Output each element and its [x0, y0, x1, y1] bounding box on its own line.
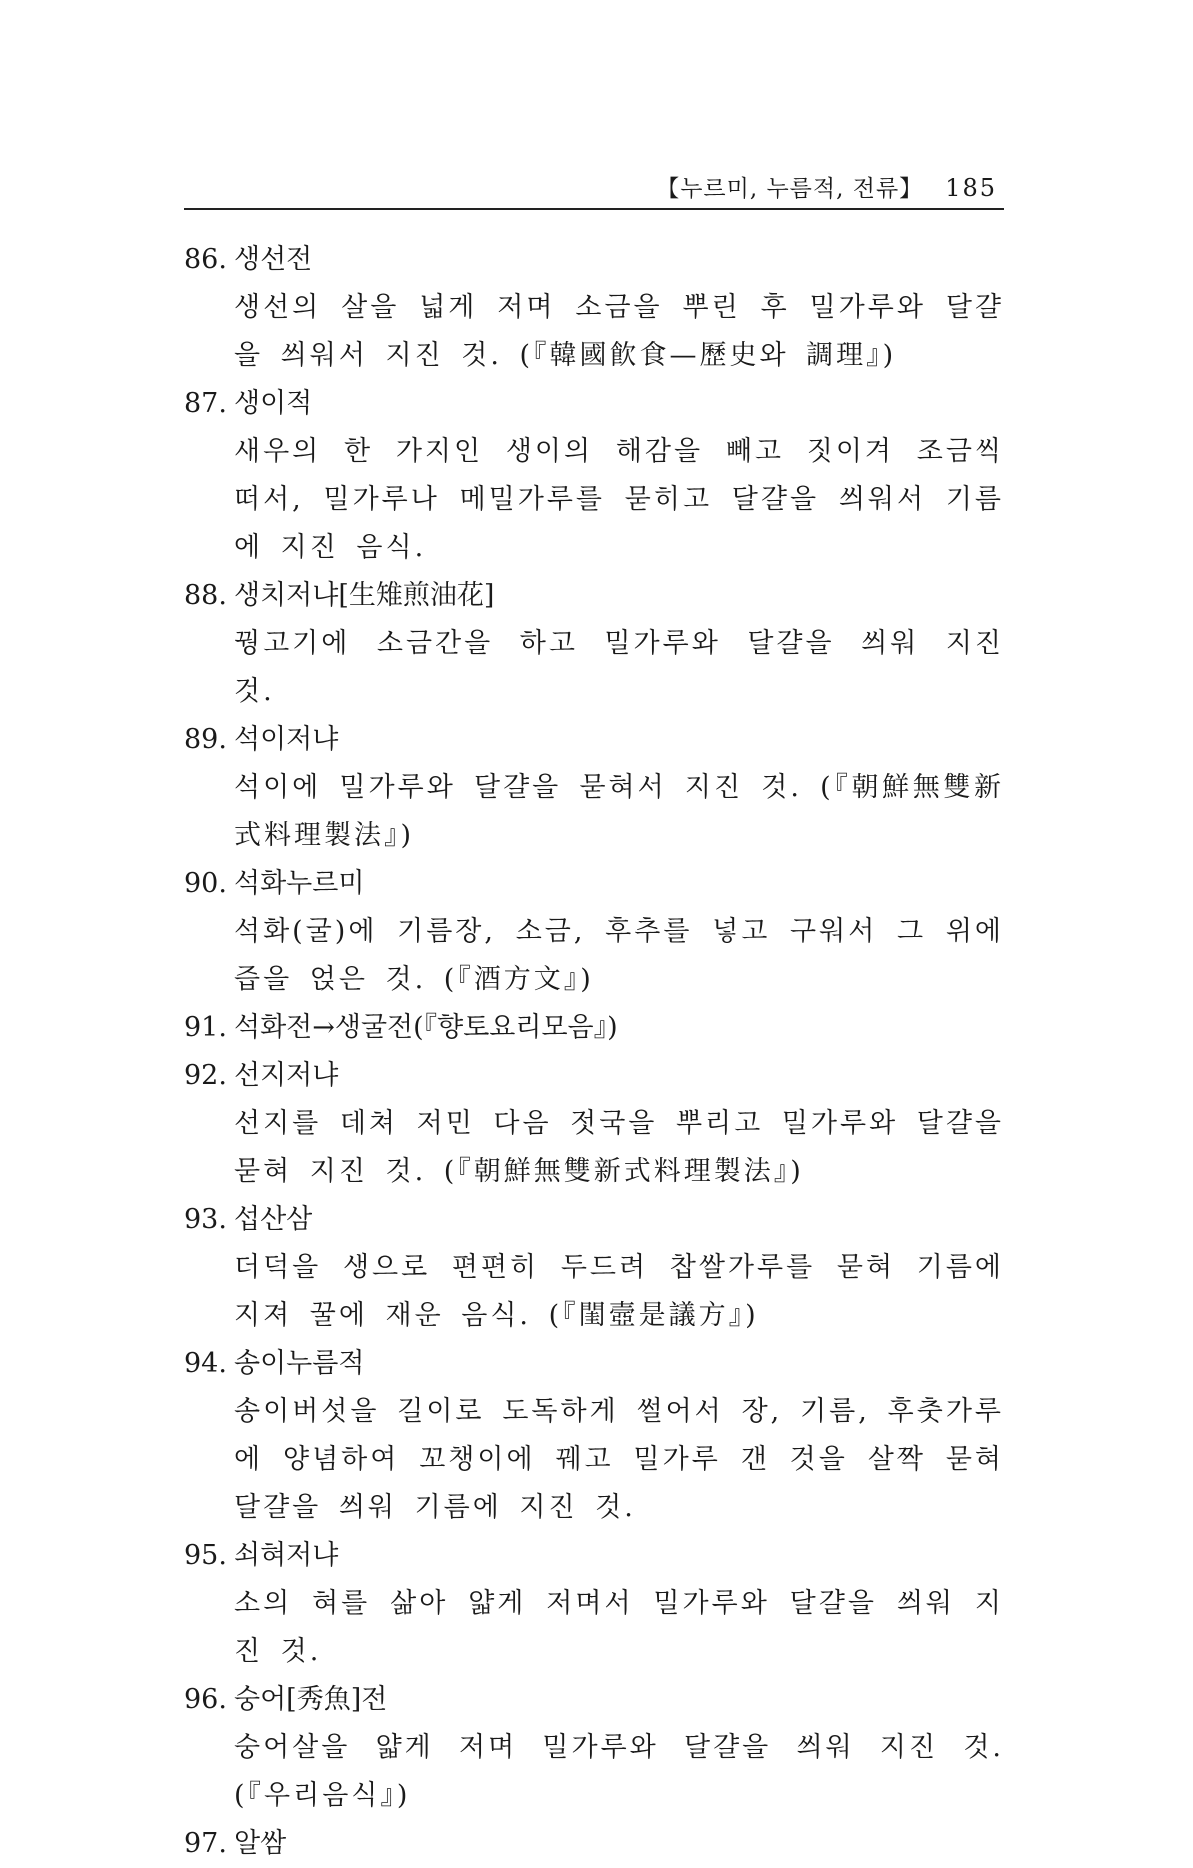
- entry-93: [184, 1196, 1004, 1340]
- entry-97: [184, 1820, 1004, 1868]
- entry-number: 87.: [184, 388, 227, 419]
- entry-89: [184, 716, 1004, 860]
- entry-title: 선지저냐: [234, 1060, 339, 1091]
- entry-number: 91.: [184, 1012, 227, 1043]
- entry-number: 93.: [184, 1204, 227, 1235]
- entry-body: 석이에 밀가루와 달걀을 묻혀서 지진 것. (『朝鮮無雙新式料理製法』): [234, 772, 1004, 851]
- entry-title: 알쌈: [234, 1828, 287, 1859]
- entry-86: [184, 236, 1004, 380]
- entry-heading: [184, 1532, 1004, 1580]
- entry-96: [184, 1676, 1004, 1820]
- entry-90: [184, 860, 1004, 1004]
- entry-91: [184, 1004, 1004, 1052]
- entry-heading: [184, 236, 1004, 284]
- entry-number: 88.: [184, 580, 227, 611]
- entry-heading: [184, 1820, 1004, 1868]
- entry-title: 생선전: [234, 244, 313, 275]
- entry-heading: [184, 380, 1004, 428]
- entry-body: 선지를 데쳐 저민 다음 젓국을 뿌리고 밀가루와 달걀을 묻혀 지진 것. (『朝鮮無雙新式料理製法』): [234, 1108, 1004, 1187]
- entry-title: 석이저냐: [234, 724, 339, 755]
- page-number: 185: [945, 174, 997, 202]
- entry-body: 소의 혀를 삶아 얇게 저며서 밀가루와 달걀을 씌워 지진 것.: [234, 1588, 1004, 1667]
- entry-number: 90.: [184, 868, 227, 899]
- entry-heading: [184, 1052, 1004, 1100]
- entry-title: 생이적: [234, 388, 313, 419]
- entry-88: [184, 572, 1004, 716]
- header-rule: [184, 208, 1004, 210]
- entry-87: [184, 380, 1004, 572]
- entry-title: 쇠혀저냐: [234, 1540, 339, 1571]
- entry-body: 새우의 한 가지인 생이의 해감을 빼고 짓이겨 조금씩 떠서, 밀가루나 메밀가루를 묻히고 달걀을 씌워서 기름에 지진 음식.: [234, 436, 1004, 563]
- entry-body: 꿩고기에 소금간을 하고 밀가루와 달걀을 씌워 지진 것.: [234, 628, 1004, 707]
- entry-heading: [184, 1676, 1004, 1724]
- entry-body: 생선의 살을 넓게 저며 소금을 뿌린 후 밀가루와 달걀을 씌워서 지진 것. (『韓國飮食—歷史와 調理』): [234, 292, 1004, 371]
- entry-body: 숭어살을 얇게 저며 밀가루와 달걀을 씌워 지진 것. (『우리음식』): [234, 1732, 1004, 1811]
- entry-95: [184, 1532, 1004, 1676]
- running-title: 【누르미, 누름적, 전류】: [656, 176, 924, 202]
- entry-title: 섭산삼: [234, 1204, 313, 1235]
- entry-number: 96.: [184, 1684, 227, 1715]
- entry-94: [184, 1340, 1004, 1532]
- running-header: [656, 170, 997, 203]
- entry-title: 석화누르미: [234, 868, 365, 899]
- entry-number: 86.: [184, 244, 227, 275]
- entry-body: 석화(굴)에 기름장, 소금, 후추를 넣고 구워서 그 위에 즙을 얹은 것. (『酒方文』): [234, 916, 1004, 995]
- entry-heading: [184, 572, 1004, 620]
- entry-heading: [184, 1196, 1004, 1244]
- entry-number: 94.: [184, 1348, 227, 1379]
- entry-heading: [184, 1004, 1004, 1052]
- entry-number: 89.: [184, 724, 227, 755]
- entry-body: 송이버섯을 길이로 도독하게 썰어서 장, 기름, 후춧가루에 양념하여 꼬챙이에 꿰고 밀가루 갠 것을 살짝 묻혀 달걀을 씌워 기름에 지진 것.: [234, 1396, 1004, 1523]
- entry-body: 더덕을 생으로 편편히 두드려 찹쌀가루를 묻혀 기름에 지져 꿀에 재운 음식. (『閨壼是議方』): [234, 1252, 1004, 1331]
- entry-number: 95.: [184, 1540, 227, 1571]
- entry-title: 송이누름적: [234, 1348, 365, 1379]
- entry-heading: [184, 1340, 1004, 1388]
- entry-92: [184, 1052, 1004, 1196]
- entry-title: 생치저냐[生雉煎油花]: [234, 580, 495, 611]
- entry-number: 92.: [184, 1060, 227, 1091]
- entry-heading: [184, 716, 1004, 764]
- entry-heading: [184, 860, 1004, 908]
- entry-title: 숭어[秀魚]전: [234, 1684, 388, 1715]
- entry-title: 석화전→생굴전(『향토요리모음』): [234, 1012, 618, 1043]
- entry-number: 97.: [184, 1828, 227, 1859]
- entry-list: [184, 236, 1004, 1868]
